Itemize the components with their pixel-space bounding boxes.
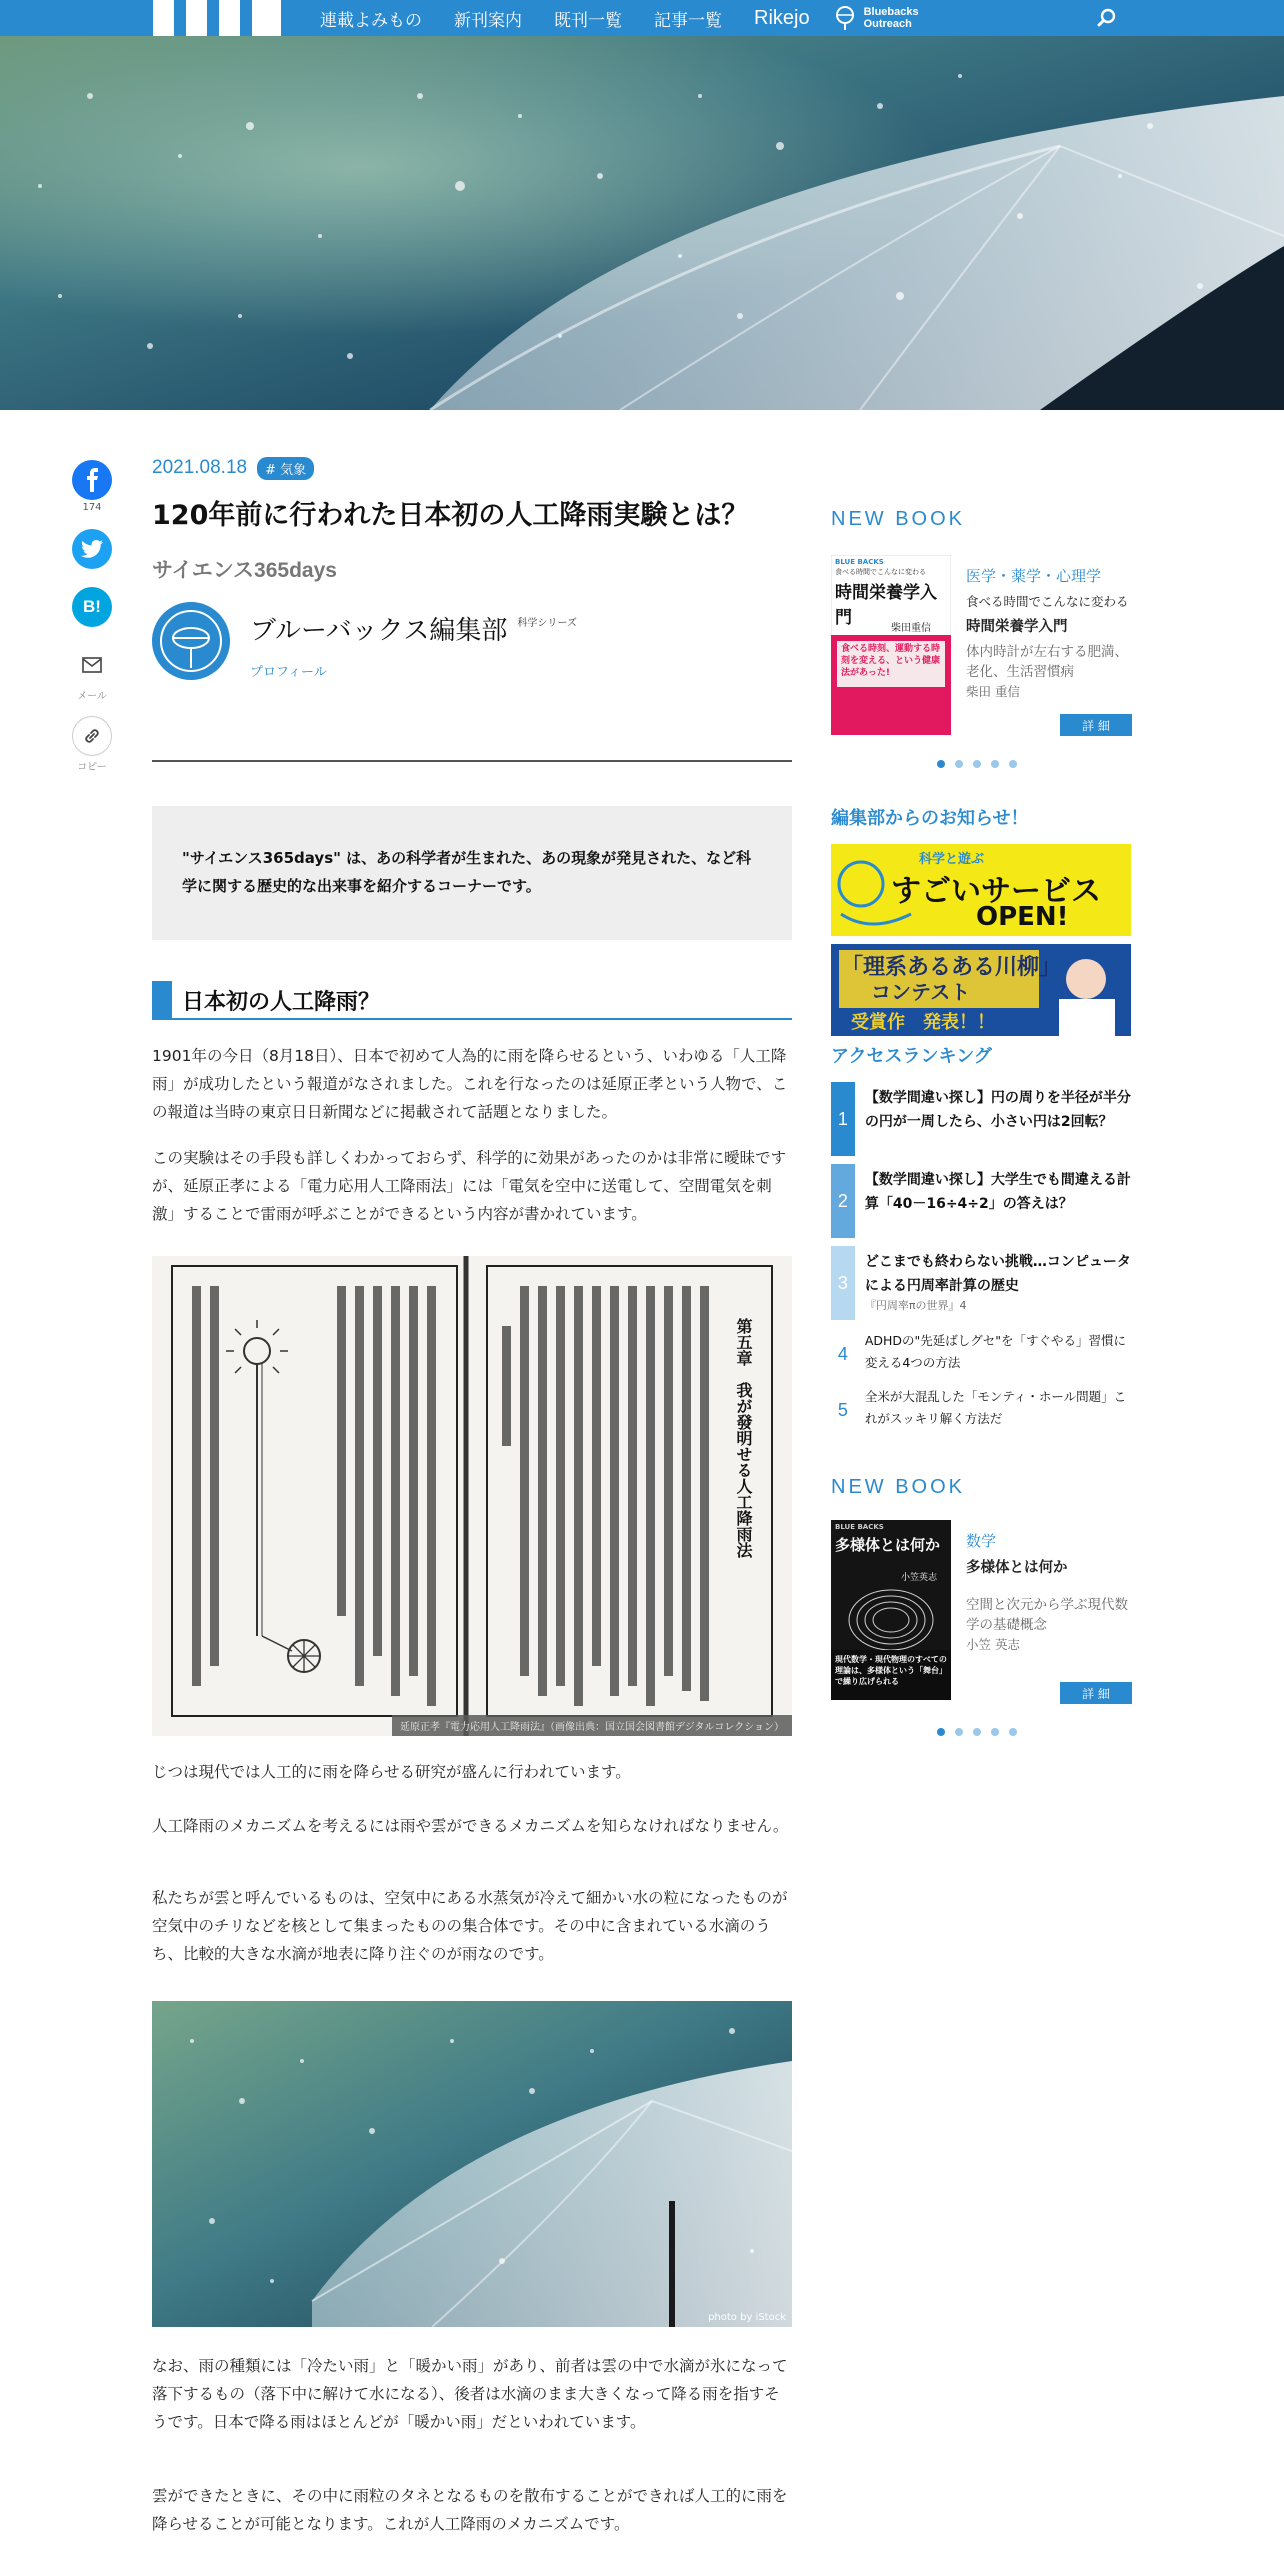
link-icon <box>82 726 102 746</box>
book-2-description: 空間と次元から学ぶ現代数学の基礎概念 <box>966 1597 1128 1633</box>
notice-heading: 編集部からのお知らせ！ <box>831 808 1029 829</box>
figure-caption: 延原正孝『電力応用人工降雨法』（画像出典：国立国会図書館デジタルコレクション） <box>392 1715 792 1736</box>
bluebacks-logo-icon <box>152 602 230 680</box>
carousel-dot[interactable] <box>1009 1728 1017 1736</box>
hatena-bookmark-button[interactable] <box>72 587 112 627</box>
book-2-title[interactable]: 多様体とは何か <box>966 1560 1068 1576</box>
paragraph-1: 1901年の今日（8月18日）、日本で初めて人為的に雨を降らせるという、いわゆる「人工降雨」が成功したという報道がなされました。これを行なったのは延原正孝という人物で、この報道は当時の東京日日新聞などに掲載されて話題となりました。 <box>152 1047 788 1121</box>
paragraph-6: なお、雨の種類には「冷たい雨」と「暖かい雨」があり、前者は雲の中で水滴が氷になって落下するもの（落下中に解けて水になる）、後者は水滴のまま大きくなって降る雨を指すそうです。日本で降る雨はほとんどが「暖かい雨」だといわれています。 <box>152 2357 788 2431</box>
carousel-dots-1 <box>937 760 1027 768</box>
carousel-dot[interactable] <box>955 1728 963 1736</box>
ranking-item-1[interactable] <box>831 1082 1131 1156</box>
nav-backlist[interactable]: 既刊一覧 <box>554 10 622 31</box>
section-heading <box>152 982 792 1020</box>
banner-2-title: 「理系あるある川柳」 <box>841 955 1062 980</box>
book-1-subtitle: 食べる時間でこんなに変わる <box>966 594 1129 609</box>
series-name: サイエンス365days <box>152 559 337 582</box>
author-role: 科学シリーズ <box>517 618 577 629</box>
carousel-dot[interactable] <box>991 760 999 768</box>
paragraph-2: この実験はその手段も詳しくわかっておらず、科学的に効果があったのかは非常に曖昧ですが、延原正孝による「電力応用人工降雨法」には「電気を空中に送電して、空間電気を刺激」することで雷雨が呼ぶことができるという内容が書かれています。 <box>152 1149 787 1223</box>
ranking-heading: アクセスランキング <box>831 1046 992 1067</box>
rank-number-2: 2 <box>831 1164 855 1238</box>
rank-number-3: 3 <box>831 1246 855 1320</box>
global-nav <box>320 0 919 36</box>
copy-link-button[interactable] <box>72 716 112 756</box>
hatena-bookmark-icon: B! <box>83 597 101 616</box>
ranking-subtitle-3: 『円周率πの世界』4 <box>864 1299 967 1312</box>
book-1-category[interactable]: 医学・薬学・心理学 <box>966 567 1102 585</box>
ranking-title-5: 全米が大混乱した「モンティ・ホール問題」これがスッキリ解く方法だ <box>864 1389 1127 1426</box>
outreach-line1: Bluebacks <box>863 6 919 18</box>
profile-link[interactable]: プロフィール <box>250 665 327 680</box>
banner-senryu-contest[interactable] <box>831 944 1131 1036</box>
carousel-dots-2 <box>937 1728 1027 1736</box>
article <box>152 454 792 2533</box>
mail-share-button[interactable] <box>72 645 112 685</box>
cover-1-title: 時間栄養学入門 <box>835 583 937 628</box>
carousel-dot[interactable] <box>937 760 945 768</box>
book-1-author: 柴田 重信 <box>966 684 1020 699</box>
article-title: 120年前に行われた日本初の人工降雨実験とは？ <box>152 500 749 531</box>
ranking-item-2[interactable] <box>831 1164 1131 1238</box>
nav-articles[interactable]: 記事一覧 <box>654 10 722 31</box>
new-book-heading-2: NEW BOOK <box>831 1476 966 1498</box>
banner-2-award: 受賞作 発表！！ <box>851 1012 995 1033</box>
book-2-category[interactable]: 数学 <box>966 1532 997 1550</box>
document-chapter-heading: 第五章 我が發明せる人工降雨法 <box>734 1318 753 1558</box>
outreach-line2: Outreach <box>863 18 912 30</box>
cover-2-series: BLUE BACKS <box>835 1523 884 1531</box>
divider <box>152 760 792 762</box>
ranking-item-5[interactable] <box>831 1386 1131 1434</box>
hero-image-umbrella-in-rain <box>0 36 1284 410</box>
paragraph-4: 人工降雨のメカニズムを考えるには雨や雲ができるメカニズムを知らなければなりません。 <box>152 1817 789 1835</box>
series-intro-box: "サイエンス365days" は、あの科学者が生まれた、あの現象が発見された、など科学に関する歴史的な出来事を紹介するコーナーです。 <box>152 806 792 940</box>
mail-icon <box>82 657 102 673</box>
cover-2-title: 多様体とは何か <box>835 1536 941 1554</box>
ranking-title-1: 【数学間違い探し】円の周りを半径が半分の円が一周したら、小さい円は2回転？ <box>864 1090 1131 1130</box>
book-1-title[interactable]: 時間栄養学入門 <box>966 619 1068 635</box>
author-name: ブルーバックス編集部 <box>250 616 508 646</box>
site-logo[interactable] <box>153 0 293 36</box>
nav-outreach[interactable] <box>832 5 919 31</box>
photo-credit: photo by iStock <box>708 2312 786 2323</box>
author-avatar[interactable] <box>152 602 230 680</box>
rank-number-1: 1 <box>831 1082 855 1156</box>
carousel-dot[interactable] <box>991 1728 999 1736</box>
ranking-title-4: ADHDの"先延ばしグセ"を「すぐやる」習慣に変える4つの方法 <box>864 1333 1127 1370</box>
section-heading-text: 日本初の人工降雨？ <box>182 989 381 1015</box>
book-cover-2[interactable] <box>831 1520 951 1700</box>
twitter-icon <box>81 540 103 558</box>
tag-weather[interactable]: # 気象 <box>257 457 314 480</box>
mail-label: メール <box>77 691 107 702</box>
rank-number-4: 4 <box>837 1343 848 1364</box>
outreach-logo-icon <box>832 5 858 31</box>
carousel-dot[interactable] <box>973 760 981 768</box>
book-1-detail-button[interactable]: 詳 細 <box>1060 714 1132 736</box>
rank-number-5: 5 <box>837 1399 848 1420</box>
figure-historical-document <box>152 1256 792 1736</box>
ranking-title-3: どこまでも終わらない挑戦…コンピュータによる円周率計算の歴史 <box>864 1254 1131 1294</box>
cover-1-series: BLUE BACKS <box>835 558 884 566</box>
share-column <box>70 460 114 773</box>
banner-1-open: OPEN! <box>976 902 1069 932</box>
banner-service-open[interactable] <box>831 844 1131 936</box>
carousel-dot[interactable] <box>937 1728 945 1736</box>
cover-1-author: 柴田重信 <box>891 623 931 634</box>
paragraph-7: 雲ができたときに、その中に雨粒のタネとなるものを散布することができれば人工的に雨を降らせることが可能となります。これが人工降雨のメカニズムです。 <box>152 2487 788 2533</box>
banner-1-small: 科学と遊ぶ <box>919 852 985 867</box>
carousel-dot[interactable] <box>1009 760 1017 768</box>
ranking-item-4[interactable] <box>831 1330 1131 1378</box>
figure-umbrella-photo <box>152 2001 792 2327</box>
ranking-item-3[interactable] <box>831 1246 1131 1320</box>
cover-2-author: 小笠英志 <box>901 1573 938 1583</box>
paragraph-3: じつは現代では人工的に雨を降らせる研究が盛んに行われています。 <box>152 1763 631 1781</box>
copy-label: コピー <box>77 762 107 773</box>
carousel-dot[interactable] <box>973 1728 981 1736</box>
banner-2-sub: コンテスト <box>871 980 971 1004</box>
book-2-author: 小笠 英志 <box>966 1637 1020 1652</box>
global-header <box>0 0 1284 36</box>
book-1-description: 体内時計が左右する肥満、老化、生活習慣病 <box>966 644 1128 680</box>
cover-2-tagline: 現代数学・現代物理のすべての理論は、多様体という「舞台」で繰り広げられる <box>835 1655 947 1686</box>
facebook-icon <box>82 468 102 492</box>
facebook-share-count: 174 <box>82 502 102 513</box>
book-cover-1[interactable] <box>831 555 951 735</box>
cover-1-blurb: 食べる時刻、運動する時刻を変える、という健康法があった! <box>841 644 941 678</box>
nav-new-books[interactable]: 新刊案内 <box>454 10 522 31</box>
cover-1-small: 食べる時間でこんなに変わる <box>835 568 926 576</box>
book-2-detail-button[interactable]: 詳 細 <box>1060 1682 1132 1704</box>
new-book-heading: NEW BOOK <box>831 508 966 530</box>
nav-serial[interactable]: 連載よみもの <box>320 10 422 31</box>
paragraph-5: 私たちが雲と呼んでいるものは、空気中にある水蒸気が冷えて細かい水の粒になったものが空気中のチリなどを核として集まったものの集合体です。その中に含まれている水滴のうち、比較的大きな水滴が地表に降り注ぐのが雨なのです。 <box>152 1889 788 1963</box>
search-icon[interactable] <box>1096 7 1118 29</box>
facebook-share-button[interactable] <box>72 460 112 500</box>
ranking-title-2: 【数学間違い探し】大学生でも間違える計算「40－16÷4÷2」の答えは？ <box>864 1172 1131 1212</box>
carousel-dot[interactable] <box>955 760 963 768</box>
article-date: 2021.08.18 <box>152 457 248 478</box>
twitter-share-button[interactable] <box>72 529 112 569</box>
author-block <box>152 602 792 682</box>
banner-1-big: すごいサービス <box>891 874 1101 909</box>
nav-rikejo[interactable]: Rikejo <box>754 6 810 29</box>
